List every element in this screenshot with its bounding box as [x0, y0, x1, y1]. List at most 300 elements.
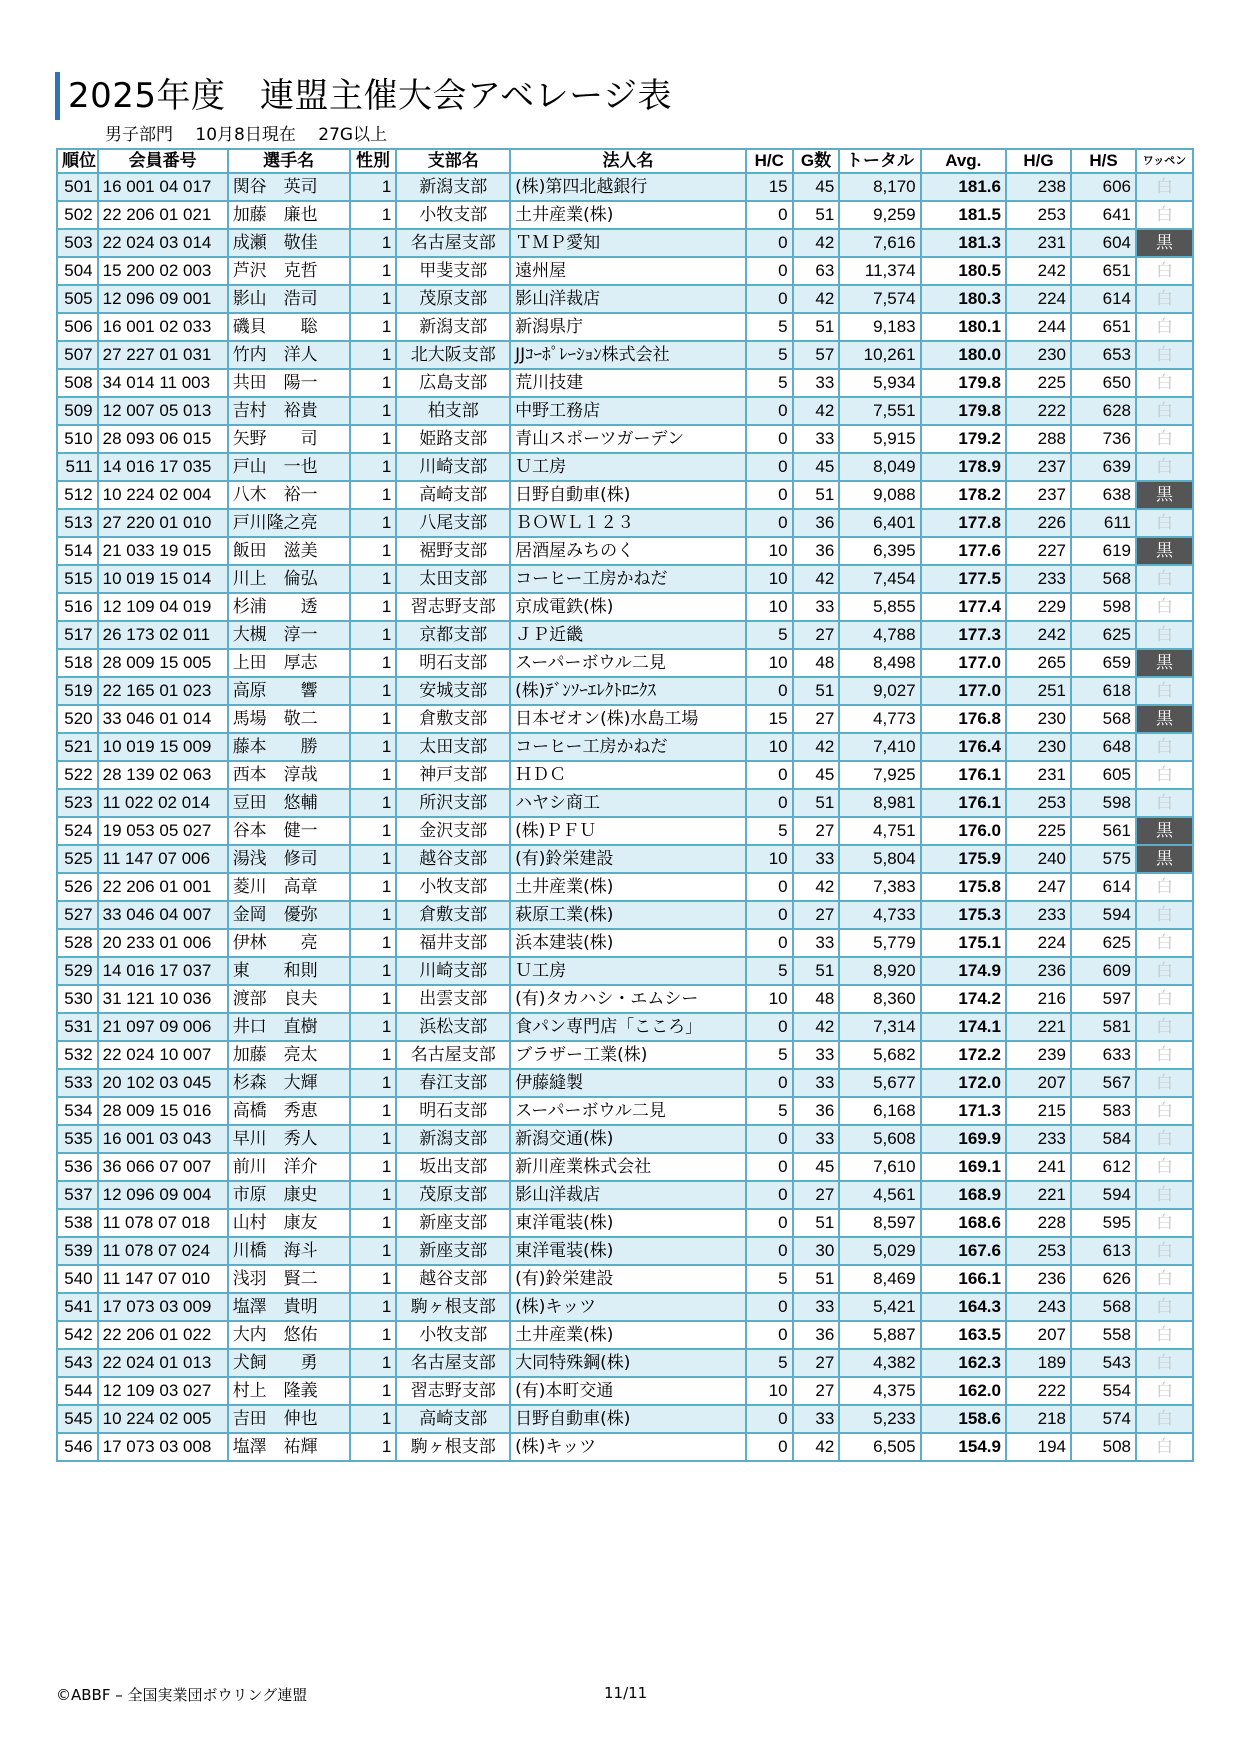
member-no-cell: 11 022 02 014 — [98, 789, 228, 817]
header-wappen: ワッペン — [1136, 149, 1193, 173]
player-name-cell: 成瀬 敬佳 — [228, 229, 350, 257]
handicap-cell: 5 — [746, 1349, 793, 1377]
player-name-cell: 吉田 伸也 — [228, 1405, 350, 1433]
rank-cell: 511 — [57, 453, 98, 481]
gender-cell: 1 — [350, 1405, 397, 1433]
player-name-cell: 金岡 優弥 — [228, 901, 350, 929]
handicap-cell: 0 — [746, 509, 793, 537]
high-game-cell: 265 — [1006, 649, 1071, 677]
header-high-game: H/G — [1006, 149, 1071, 173]
average-cell: 175.8 — [921, 873, 1006, 901]
member-no-cell: 14 016 17 035 — [98, 453, 228, 481]
total-cell: 6,505 — [839, 1433, 920, 1461]
wappen-cell: 白 — [1136, 285, 1193, 313]
gender-cell: 1 — [350, 313, 397, 341]
handicap-cell: 5 — [746, 957, 793, 985]
player-name-cell: 大槻 淳一 — [228, 621, 350, 649]
average-cell: 176.4 — [921, 733, 1006, 761]
member-no-cell: 12 109 04 019 — [98, 593, 228, 621]
handicap-cell: 15 — [746, 705, 793, 733]
rank-cell: 538 — [57, 1209, 98, 1237]
wappen-cell: 白 — [1136, 341, 1193, 369]
high-series-cell: 626 — [1071, 1265, 1136, 1293]
rank-cell: 536 — [57, 1153, 98, 1181]
high-game-cell: 207 — [1006, 1069, 1071, 1097]
table-row — [57, 705, 1193, 733]
player-name-cell: 芦沢 克哲 — [228, 257, 350, 285]
table-row — [57, 1405, 1193, 1433]
rank-cell: 532 — [57, 1041, 98, 1069]
handicap-cell: 10 — [746, 537, 793, 565]
average-cell: 176.1 — [921, 789, 1006, 817]
company-cell: ＪＰ近畿 — [510, 621, 746, 649]
branch-cell: 所沢支部 — [396, 789, 510, 817]
table-row — [57, 1293, 1193, 1321]
company-cell: 日野自動車(株) — [510, 481, 746, 509]
header-rank: 順位 — [57, 149, 98, 173]
branch-cell: 駒ヶ根支部 — [396, 1293, 510, 1321]
branch-cell: 新潟支部 — [396, 1125, 510, 1153]
rank-cell: 533 — [57, 1069, 98, 1097]
high-series-cell: 568 — [1071, 1293, 1136, 1321]
games-cell: 36 — [793, 1097, 840, 1125]
games-cell: 42 — [793, 1433, 840, 1461]
rank-cell: 519 — [57, 677, 98, 705]
games-cell: 33 — [793, 1293, 840, 1321]
member-no-cell: 10 019 15 014 — [98, 565, 228, 593]
gender-cell: 1 — [350, 705, 397, 733]
player-name-cell: 共田 陽一 — [228, 369, 350, 397]
member-no-cell: 11 147 07 006 — [98, 845, 228, 873]
total-cell: 7,925 — [839, 761, 920, 789]
high-game-cell: 240 — [1006, 845, 1071, 873]
handicap-cell: 0 — [746, 285, 793, 313]
games-cell: 42 — [793, 873, 840, 901]
games-cell: 42 — [793, 1013, 840, 1041]
member-no-cell: 22 165 01 023 — [98, 677, 228, 705]
branch-cell: 裾野支部 — [396, 537, 510, 565]
table-row — [57, 509, 1193, 537]
total-cell: 5,934 — [839, 369, 920, 397]
rank-cell: 517 — [57, 621, 98, 649]
member-no-cell: 21 033 19 015 — [98, 537, 228, 565]
high-series-cell: 605 — [1071, 761, 1136, 789]
high-series-cell: 568 — [1071, 565, 1136, 593]
branch-cell: 安城支部 — [396, 677, 510, 705]
handicap-cell: 5 — [746, 1041, 793, 1069]
high-game-cell: 221 — [1006, 1013, 1071, 1041]
branch-cell: 新座支部 — [396, 1237, 510, 1265]
wappen-cell: 白 — [1136, 621, 1193, 649]
branch-cell: 習志野支部 — [396, 1377, 510, 1405]
high-series-cell: 625 — [1071, 929, 1136, 957]
average-cell: 178.2 — [921, 481, 1006, 509]
table-row — [57, 285, 1193, 313]
wappen-cell: 白 — [1136, 397, 1193, 425]
games-cell: 51 — [793, 1265, 840, 1293]
branch-cell: 川崎支部 — [396, 957, 510, 985]
rank-cell: 543 — [57, 1349, 98, 1377]
branch-cell: 太田支部 — [396, 733, 510, 761]
member-no-cell: 33 046 01 014 — [98, 705, 228, 733]
company-cell: 居酒屋みちのく — [510, 537, 746, 565]
rank-cell: 531 — [57, 1013, 98, 1041]
table-row — [57, 845, 1193, 873]
total-cell: 5,804 — [839, 845, 920, 873]
handicap-cell: 0 — [746, 229, 793, 257]
player-name-cell: 加藤 亮太 — [228, 1041, 350, 1069]
header-member-no: 会員番号 — [98, 149, 228, 173]
total-cell: 7,574 — [839, 285, 920, 313]
player-name-cell: 杉浦 透 — [228, 593, 350, 621]
footer-copyright: ©ABBF – 全国実業団ボウリング連盟 — [56, 1686, 308, 1704]
company-cell: (有)鈴栄建設 — [510, 845, 746, 873]
wappen-cell: 白 — [1136, 1153, 1193, 1181]
average-cell: 169.9 — [921, 1125, 1006, 1153]
table-row — [57, 1013, 1193, 1041]
header-average: Avg. — [921, 149, 1006, 173]
handicap-cell: 5 — [746, 313, 793, 341]
high-game-cell: 253 — [1006, 1237, 1071, 1265]
rank-cell: 506 — [57, 313, 98, 341]
page-subtitle: 男子部門 10月8日現在 27G以上 — [105, 125, 388, 145]
branch-cell: 明石支部 — [396, 1097, 510, 1125]
average-cell: 177.6 — [921, 537, 1006, 565]
branch-cell: 川崎支部 — [396, 453, 510, 481]
high-game-cell: 231 — [1006, 761, 1071, 789]
games-cell: 33 — [793, 1069, 840, 1097]
high-game-cell: 253 — [1006, 201, 1071, 229]
high-series-cell: 736 — [1071, 425, 1136, 453]
high-series-cell: 651 — [1071, 257, 1136, 285]
page-number: 11/11 — [604, 1684, 648, 1702]
gender-cell: 1 — [350, 565, 397, 593]
average-cell: 181.6 — [921, 173, 1006, 201]
rank-cell: 505 — [57, 285, 98, 313]
games-cell: 27 — [793, 817, 840, 845]
branch-cell: 出雲支部 — [396, 985, 510, 1013]
high-game-cell: 230 — [1006, 733, 1071, 761]
high-game-cell: 207 — [1006, 1321, 1071, 1349]
high-game-cell: 189 — [1006, 1349, 1071, 1377]
games-cell: 27 — [793, 705, 840, 733]
games-cell: 27 — [793, 901, 840, 929]
handicap-cell: 0 — [746, 1013, 793, 1041]
high-game-cell: 242 — [1006, 257, 1071, 285]
average-cell: 175.3 — [921, 901, 1006, 929]
games-cell: 45 — [793, 1153, 840, 1181]
rank-cell: 510 — [57, 425, 98, 453]
company-cell: 新川産業株式会社 — [510, 1153, 746, 1181]
handicap-cell: 10 — [746, 985, 793, 1013]
total-cell: 4,788 — [839, 621, 920, 649]
player-name-cell: 磯貝 聡 — [228, 313, 350, 341]
gender-cell: 1 — [350, 761, 397, 789]
games-cell: 42 — [793, 397, 840, 425]
member-no-cell: 28 009 15 005 — [98, 649, 228, 677]
average-cell: 181.5 — [921, 201, 1006, 229]
table-row — [57, 1153, 1193, 1181]
total-cell: 5,608 — [839, 1125, 920, 1153]
wappen-cell: 黒 — [1136, 845, 1193, 873]
gender-cell: 1 — [350, 1069, 397, 1097]
handicap-cell: 0 — [746, 929, 793, 957]
average-cell: 164.3 — [921, 1293, 1006, 1321]
rank-cell: 507 — [57, 341, 98, 369]
player-name-cell: 東 和則 — [228, 957, 350, 985]
high-game-cell: 241 — [1006, 1153, 1071, 1181]
title-block — [55, 72, 672, 120]
player-name-cell: 菱川 高章 — [228, 873, 350, 901]
wappen-cell: 白 — [1136, 257, 1193, 285]
table-row — [57, 1433, 1193, 1461]
company-cell: (株)ＰＦＵ — [510, 817, 746, 845]
company-cell: 食パン専門店「こころ」 — [510, 1013, 746, 1041]
gender-cell: 1 — [350, 1321, 397, 1349]
average-cell: 176.0 — [921, 817, 1006, 845]
average-cell: 162.3 — [921, 1349, 1006, 1377]
member-no-cell: 14 016 17 037 — [98, 957, 228, 985]
gender-cell: 1 — [350, 1125, 397, 1153]
wappen-cell: 白 — [1136, 565, 1193, 593]
company-cell: 中野工務店 — [510, 397, 746, 425]
high-game-cell: 224 — [1006, 929, 1071, 957]
company-cell: コーヒー工房かねだ — [510, 565, 746, 593]
company-cell: Ｕ工房 — [510, 957, 746, 985]
gender-cell: 1 — [350, 649, 397, 677]
wappen-cell: 白 — [1136, 901, 1193, 929]
branch-cell: 広島支部 — [396, 369, 510, 397]
high-game-cell: 239 — [1006, 1041, 1071, 1069]
member-no-cell: 10 019 15 009 — [98, 733, 228, 761]
gender-cell: 1 — [350, 425, 397, 453]
average-cell: 172.0 — [921, 1069, 1006, 1097]
total-cell: 8,049 — [839, 453, 920, 481]
rank-cell: 514 — [57, 537, 98, 565]
handicap-cell: 0 — [746, 257, 793, 285]
average-cell: 180.5 — [921, 257, 1006, 285]
high-series-cell: 606 — [1071, 173, 1136, 201]
company-cell: 新潟交通(株) — [510, 1125, 746, 1153]
rank-cell: 525 — [57, 845, 98, 873]
high-game-cell: 218 — [1006, 1405, 1071, 1433]
member-no-cell: 11 147 07 010 — [98, 1265, 228, 1293]
wappen-cell: 白 — [1136, 677, 1193, 705]
player-name-cell: 湯浅 修司 — [228, 845, 350, 873]
wappen-cell: 白 — [1136, 453, 1193, 481]
handicap-cell: 0 — [746, 1209, 793, 1237]
games-cell: 45 — [793, 173, 840, 201]
average-cell: 177.8 — [921, 509, 1006, 537]
handicap-cell: 5 — [746, 621, 793, 649]
average-cell: 179.2 — [921, 425, 1006, 453]
branch-cell: 姫路支部 — [396, 425, 510, 453]
games-cell: 33 — [793, 425, 840, 453]
gender-cell: 1 — [350, 677, 397, 705]
player-name-cell: 山村 康友 — [228, 1209, 350, 1237]
handicap-cell: 0 — [746, 1321, 793, 1349]
gender-cell: 1 — [350, 341, 397, 369]
total-cell: 5,779 — [839, 929, 920, 957]
header-handicap: H/C — [746, 149, 793, 173]
rank-cell: 502 — [57, 201, 98, 229]
total-cell: 8,498 — [839, 649, 920, 677]
company-cell: スーパーボウル二見 — [510, 649, 746, 677]
average-cell: 179.8 — [921, 397, 1006, 425]
high-series-cell: 659 — [1071, 649, 1136, 677]
wappen-cell: 白 — [1136, 1433, 1193, 1461]
branch-cell: 北大阪支部 — [396, 341, 510, 369]
gender-cell: 1 — [350, 985, 397, 1013]
games-cell: 27 — [793, 1181, 840, 1209]
member-no-cell: 33 046 04 007 — [98, 901, 228, 929]
table-row — [57, 1265, 1193, 1293]
table-row — [57, 229, 1193, 257]
high-series-cell: 648 — [1071, 733, 1136, 761]
branch-cell: 春江支部 — [396, 1069, 510, 1097]
rank-cell: 524 — [57, 817, 98, 845]
rank-cell: 529 — [57, 957, 98, 985]
player-name-cell: 杉森 大輝 — [228, 1069, 350, 1097]
high-series-cell: 614 — [1071, 873, 1136, 901]
wappen-cell: 白 — [1136, 369, 1193, 397]
table-row — [57, 1321, 1193, 1349]
games-cell: 42 — [793, 565, 840, 593]
table-row — [57, 369, 1193, 397]
company-cell: スーパーボウル二見 — [510, 1097, 746, 1125]
total-cell: 8,469 — [839, 1265, 920, 1293]
table-row — [57, 1209, 1193, 1237]
member-no-cell: 34 014 11 003 — [98, 369, 228, 397]
gender-cell: 1 — [350, 1013, 397, 1041]
handicap-cell: 10 — [746, 649, 793, 677]
wappen-cell: 白 — [1136, 1013, 1193, 1041]
gender-cell: 1 — [350, 173, 397, 201]
header-games: G数 — [793, 149, 840, 173]
gender-cell: 1 — [350, 201, 397, 229]
table-row — [57, 789, 1193, 817]
table-row — [57, 1237, 1193, 1265]
member-no-cell: 12 096 09 004 — [98, 1181, 228, 1209]
wappen-cell: 白 — [1136, 1097, 1193, 1125]
average-cell: 177.5 — [921, 565, 1006, 593]
table-row — [57, 621, 1193, 649]
games-cell: 42 — [793, 229, 840, 257]
average-cell: 168.9 — [921, 1181, 1006, 1209]
games-cell: 30 — [793, 1237, 840, 1265]
rank-cell: 539 — [57, 1237, 98, 1265]
total-cell: 4,733 — [839, 901, 920, 929]
total-cell: 7,410 — [839, 733, 920, 761]
member-no-cell: 22 024 03 014 — [98, 229, 228, 257]
gender-cell: 1 — [350, 1433, 397, 1461]
header-row — [57, 149, 1193, 173]
total-cell: 5,677 — [839, 1069, 920, 1097]
total-cell: 7,383 — [839, 873, 920, 901]
table-row — [57, 1349, 1193, 1377]
games-cell: 33 — [793, 845, 840, 873]
high-series-cell: 633 — [1071, 1041, 1136, 1069]
handicap-cell: 0 — [746, 901, 793, 929]
handicap-cell: 0 — [746, 201, 793, 229]
wappen-cell: 白 — [1136, 1069, 1193, 1097]
games-cell: 48 — [793, 985, 840, 1013]
wappen-cell: 白 — [1136, 985, 1193, 1013]
player-name-cell: 飯田 滋美 — [228, 537, 350, 565]
high-game-cell: 237 — [1006, 453, 1071, 481]
total-cell: 4,773 — [839, 705, 920, 733]
handicap-cell: 5 — [746, 817, 793, 845]
average-cell: 169.1 — [921, 1153, 1006, 1181]
average-cell: 168.6 — [921, 1209, 1006, 1237]
total-cell: 8,920 — [839, 957, 920, 985]
member-no-cell: 22 206 01 022 — [98, 1321, 228, 1349]
table-row — [57, 453, 1193, 481]
high-game-cell: 224 — [1006, 285, 1071, 313]
player-name-cell: 村上 隆義 — [228, 1377, 350, 1405]
gender-cell: 1 — [350, 1293, 397, 1321]
branch-cell: 名古屋支部 — [396, 1349, 510, 1377]
player-name-cell: 加藤 廉也 — [228, 201, 350, 229]
branch-cell: 名古屋支部 — [396, 229, 510, 257]
member-no-cell: 19 053 05 027 — [98, 817, 228, 845]
gender-cell: 1 — [350, 229, 397, 257]
branch-cell: 茂原支部 — [396, 1181, 510, 1209]
wappen-cell: 白 — [1136, 173, 1193, 201]
total-cell: 9,259 — [839, 201, 920, 229]
table-row — [57, 341, 1193, 369]
company-cell: ＢＯＷＬ１２３ — [510, 509, 746, 537]
rank-cell: 509 — [57, 397, 98, 425]
wappen-cell: 白 — [1136, 425, 1193, 453]
average-cell: 175.9 — [921, 845, 1006, 873]
player-name-cell: 川橋 海斗 — [228, 1237, 350, 1265]
table-row — [57, 257, 1193, 285]
player-name-cell: 関谷 英司 — [228, 173, 350, 201]
high-series-cell: 619 — [1071, 537, 1136, 565]
handicap-cell: 5 — [746, 369, 793, 397]
table-row — [57, 733, 1193, 761]
games-cell: 36 — [793, 537, 840, 565]
high-game-cell: 242 — [1006, 621, 1071, 649]
high-series-cell: 597 — [1071, 985, 1136, 1013]
wappen-cell: 白 — [1136, 1405, 1193, 1433]
branch-cell: 小牧支部 — [396, 201, 510, 229]
average-cell: 176.8 — [921, 705, 1006, 733]
player-name-cell: 井口 直樹 — [228, 1013, 350, 1041]
table-row — [57, 1181, 1193, 1209]
company-cell: 東洋電装(株) — [510, 1237, 746, 1265]
wappen-cell: 黒 — [1136, 537, 1193, 565]
member-no-cell: 17 073 03 009 — [98, 1293, 228, 1321]
company-cell: (有)本町交通 — [510, 1377, 746, 1405]
player-name-cell: 豆田 悠輔 — [228, 789, 350, 817]
handicap-cell: 15 — [746, 173, 793, 201]
total-cell: 5,682 — [839, 1041, 920, 1069]
member-no-cell: 10 224 02 004 — [98, 481, 228, 509]
total-cell: 11,374 — [839, 257, 920, 285]
high-series-cell: 598 — [1071, 789, 1136, 817]
gender-cell: 1 — [350, 845, 397, 873]
wappen-cell: 黒 — [1136, 481, 1193, 509]
player-name-cell: 浅羽 賢二 — [228, 1265, 350, 1293]
games-cell: 33 — [793, 929, 840, 957]
branch-cell: 新潟支部 — [396, 313, 510, 341]
handicap-cell: 10 — [746, 565, 793, 593]
gender-cell: 1 — [350, 1097, 397, 1125]
company-cell: ＨＤＣ — [510, 761, 746, 789]
handicap-cell: 10 — [746, 845, 793, 873]
